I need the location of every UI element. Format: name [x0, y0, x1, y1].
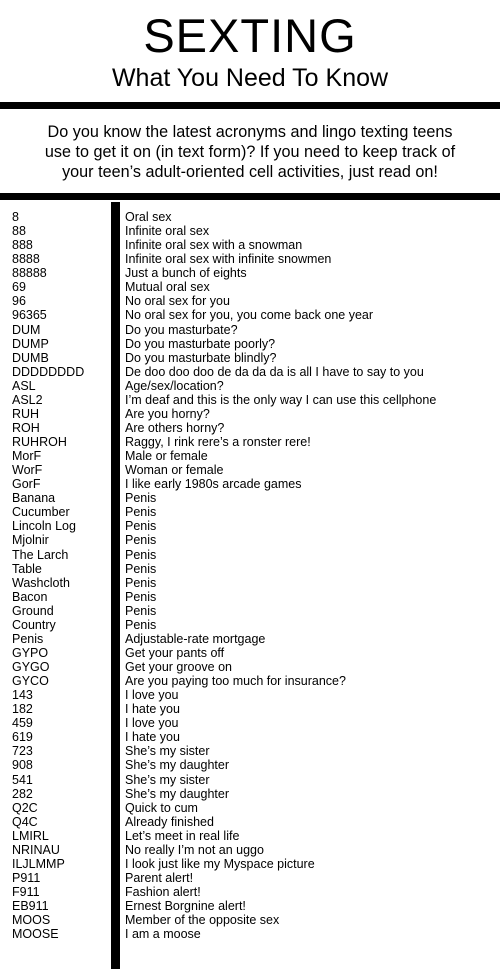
glossary-term: 723 — [12, 744, 33, 759]
glossary-definition: She’s my daughter — [125, 786, 229, 801]
glossary-row — [0, 351, 500, 365]
glossary-term: ILJLMMP — [12, 856, 65, 871]
glossary-term: DUMP — [12, 336, 49, 351]
glossary-definition: Let’s meet in real life — [125, 828, 240, 843]
glossary-term: Q2C — [12, 800, 38, 815]
glossary-term: GYPO — [12, 645, 49, 660]
glossary-definition: Do you masturbate poorly? — [125, 336, 276, 351]
glossary-term: GorF — [12, 477, 41, 492]
glossary-definition: Adjustable-rate mortgage — [125, 631, 266, 646]
glossary-row — [0, 280, 500, 294]
glossary-row — [0, 688, 500, 702]
glossary-definition: I’m deaf and this is the only way I can use this cellphone — [125, 392, 437, 407]
glossary-term: 619 — [12, 730, 33, 745]
glossary-definition: She’s my daughter — [125, 758, 229, 773]
glossary-term: RUHROH — [12, 435, 67, 449]
glossary-term: Cucumber — [12, 505, 70, 520]
glossary-row — [0, 407, 500, 421]
glossary-definition: Penis — [125, 533, 157, 548]
glossary-row — [0, 716, 500, 730]
glossary-term: Washcloth — [12, 575, 70, 590]
glossary-term: DUM — [12, 322, 41, 337]
glossary-definition: No really I’m not an uggo — [125, 842, 264, 857]
glossary-row — [0, 337, 500, 351]
glossary-term: ASL — [12, 378, 36, 393]
glossary-row — [0, 660, 500, 674]
glossary-term: Ground — [12, 603, 54, 618]
glossary-row — [0, 294, 500, 308]
glossary-row — [0, 590, 500, 604]
glossary-row — [0, 238, 500, 252]
glossary-row — [0, 562, 500, 576]
glossary-term: Mjolnir — [12, 533, 49, 548]
page-title: SEXTING — [143, 9, 357, 62]
glossary-row — [0, 379, 500, 393]
intro-line: Do you know the latest acronyms and lingo texting teens — [47, 123, 453, 141]
glossary-row — [0, 632, 500, 646]
glossary-definition: She’s my sister — [125, 744, 210, 759]
glossary-row — [0, 899, 500, 913]
glossary-definition: I hate you — [125, 730, 180, 745]
glossary-row — [0, 365, 500, 379]
glossary-definition: Are others horny? — [125, 420, 225, 435]
glossary-definition: Penis — [125, 589, 157, 604]
intro-line: use to get it on (in text form)? If you need to keep track of — [44, 143, 456, 161]
glossary-row — [0, 885, 500, 899]
glossary-row — [0, 758, 500, 772]
glossary-definition: I like early 1980s arcade games — [125, 477, 302, 492]
glossary-term: Table — [12, 561, 42, 576]
glossary-term: MOOS — [12, 913, 51, 928]
glossary-term: Penis — [12, 631, 44, 646]
glossary-row — [0, 857, 500, 871]
glossary-definition: Penis — [125, 603, 157, 618]
glossary-row — [0, 773, 500, 787]
glossary-definition: Are you paying too much for insurance? — [125, 674, 346, 689]
glossary-row — [0, 730, 500, 744]
glossary-term: WorF — [12, 463, 43, 478]
glossary-term: 541 — [12, 772, 33, 787]
glossary-row — [0, 477, 500, 491]
glossary-term: DUMB — [12, 350, 49, 365]
glossary-list — [0, 210, 500, 941]
intro-paragraph — [10, 122, 490, 182]
glossary-term: DDDDDDDD — [12, 364, 85, 379]
glossary-definition: I hate you — [125, 702, 180, 717]
glossary-term: Banana — [12, 491, 56, 506]
glossary-row — [0, 491, 500, 505]
glossary-definition: Penis — [125, 519, 157, 534]
glossary-term: RUH — [12, 406, 40, 421]
glossary-definition: De doo doo doo de da da da is all I have to say to you — [125, 364, 424, 379]
glossary-term: Lincoln Log — [12, 519, 76, 534]
glossary-definition: Do you masturbate blindly? — [125, 350, 277, 365]
glossary-definition: Penis — [125, 505, 157, 520]
glossary-row — [0, 421, 500, 435]
glossary-definition: Penis — [125, 561, 157, 576]
glossary-row — [0, 674, 500, 688]
glossary-term: MorF — [12, 449, 42, 464]
glossary-term: 88 — [12, 224, 26, 239]
glossary-row — [0, 505, 500, 519]
glossary-definition: Penis — [125, 491, 157, 506]
glossary-row — [0, 210, 500, 224]
glossary-row — [0, 323, 500, 337]
glossary-row — [0, 576, 500, 590]
glossary-definition: I love you — [125, 688, 179, 703]
glossary-row — [0, 843, 500, 857]
glossary-row — [0, 927, 500, 941]
glossary-definition: I look just like my Myspace picture — [125, 856, 315, 871]
glossary-row — [0, 252, 500, 266]
glossary-definition: Age/sex/location? — [125, 378, 224, 393]
glossary-term: EB911 — [12, 899, 49, 914]
glossary-term: LMIRL — [12, 828, 49, 843]
top-divider-rule — [0, 102, 500, 109]
glossary-row — [0, 702, 500, 716]
glossary-row — [0, 787, 500, 801]
glossary-row — [0, 449, 500, 463]
glossary-definition: Penis — [125, 575, 157, 590]
glossary-definition: Just a bunch of eights — [125, 266, 247, 281]
glossary-row — [0, 913, 500, 927]
glossary-definition: Already finished — [125, 814, 214, 829]
glossary-term: GYGO — [12, 660, 50, 674]
glossary-definition: Fashion alert! — [125, 885, 201, 899]
glossary-row — [0, 463, 500, 477]
glossary-term: ROH — [12, 420, 40, 435]
glossary-definition: She’s my sister — [125, 772, 210, 787]
glossary-term: 459 — [12, 716, 33, 731]
glossary-term: 96365 — [12, 308, 47, 323]
glossary-term: 88888 — [12, 266, 47, 281]
glossary-row — [0, 801, 500, 815]
glossary-term: MOOSE — [12, 927, 59, 942]
glossary-definition: Get your pants off — [125, 645, 225, 660]
glossary-row — [0, 224, 500, 238]
glossary-definition: Infinite oral sex — [125, 224, 210, 239]
glossary-definition: Penis — [125, 547, 157, 562]
glossary-term: 143 — [12, 688, 33, 703]
glossary-term: The Larch — [12, 547, 69, 562]
glossary-term: 8888 — [12, 252, 40, 267]
glossary-term: F911 — [12, 885, 40, 899]
glossary-term: 888 — [12, 238, 33, 253]
glossary-definition: Quick to cum — [125, 800, 198, 815]
glossary-definition: Oral sex — [125, 210, 172, 224]
glossary-term: 96 — [12, 294, 26, 309]
glossary-row — [0, 604, 500, 618]
glossary-term: 69 — [12, 280, 26, 295]
glossary-definition: No oral sex for you — [125, 294, 230, 309]
glossary-row — [0, 744, 500, 758]
glossary-row — [0, 871, 500, 885]
glossary-definition: Infinite oral sex with a snowman — [125, 238, 303, 253]
glossary-term: ASL2 — [12, 392, 43, 407]
glossary-term: 8 — [12, 210, 19, 224]
glossary-row — [0, 266, 500, 280]
glossary-definition: Raggy, I rink rere’s a ronster rere! — [125, 435, 311, 449]
glossary-definition: Get your groove on — [125, 660, 233, 674]
glossary-row — [0, 548, 500, 562]
glossary-definition: Member of the opposite sex — [125, 913, 280, 928]
glossary-term: NRINAU — [12, 842, 60, 857]
glossary-row — [0, 815, 500, 829]
glossary-row — [0, 435, 500, 449]
glossary-term: Country — [12, 617, 56, 632]
glossary-row — [0, 646, 500, 660]
glossary-row — [0, 533, 500, 547]
page-subtitle: What You Need To Know — [111, 64, 389, 92]
glossary-term: Bacon — [12, 589, 48, 604]
glossary-definition: Parent alert! — [125, 870, 194, 885]
glossary-term: 282 — [12, 786, 33, 801]
glossary-definition: Mutual oral sex — [125, 280, 210, 295]
glossary-term: GYCO — [12, 674, 49, 689]
glossary-term: P911 — [12, 870, 41, 885]
glossary-definition: Ernest Borgnine alert! — [125, 899, 246, 914]
glossary-definition: Penis — [125, 617, 157, 632]
intro-line: your teen’s adult-oriented cell activities, just read on! — [62, 163, 438, 181]
glossary-row — [0, 829, 500, 843]
glossary-term: 908 — [12, 758, 33, 773]
glossary-definition: Male or female — [125, 449, 208, 464]
glossary-definition: Infinite oral sex with infinite snowmen — [125, 252, 332, 267]
glossary-definition: I love you — [125, 716, 179, 731]
glossary-term: 182 — [12, 702, 33, 717]
glossary-definition: I am a moose — [125, 927, 201, 942]
glossary-definition: Woman or female — [125, 463, 224, 478]
glossary-definition: Are you horny? — [125, 406, 210, 421]
glossary-term: Q4C — [12, 814, 38, 829]
glossary-row — [0, 308, 500, 322]
glossary-row — [0, 519, 500, 533]
glossary-definition: Do you masturbate? — [125, 322, 238, 337]
glossary-row — [0, 393, 500, 407]
bottom-divider-rule — [0, 193, 500, 200]
glossary-definition: No oral sex for you, you come back one year — [125, 308, 374, 323]
glossary-row — [0, 618, 500, 632]
